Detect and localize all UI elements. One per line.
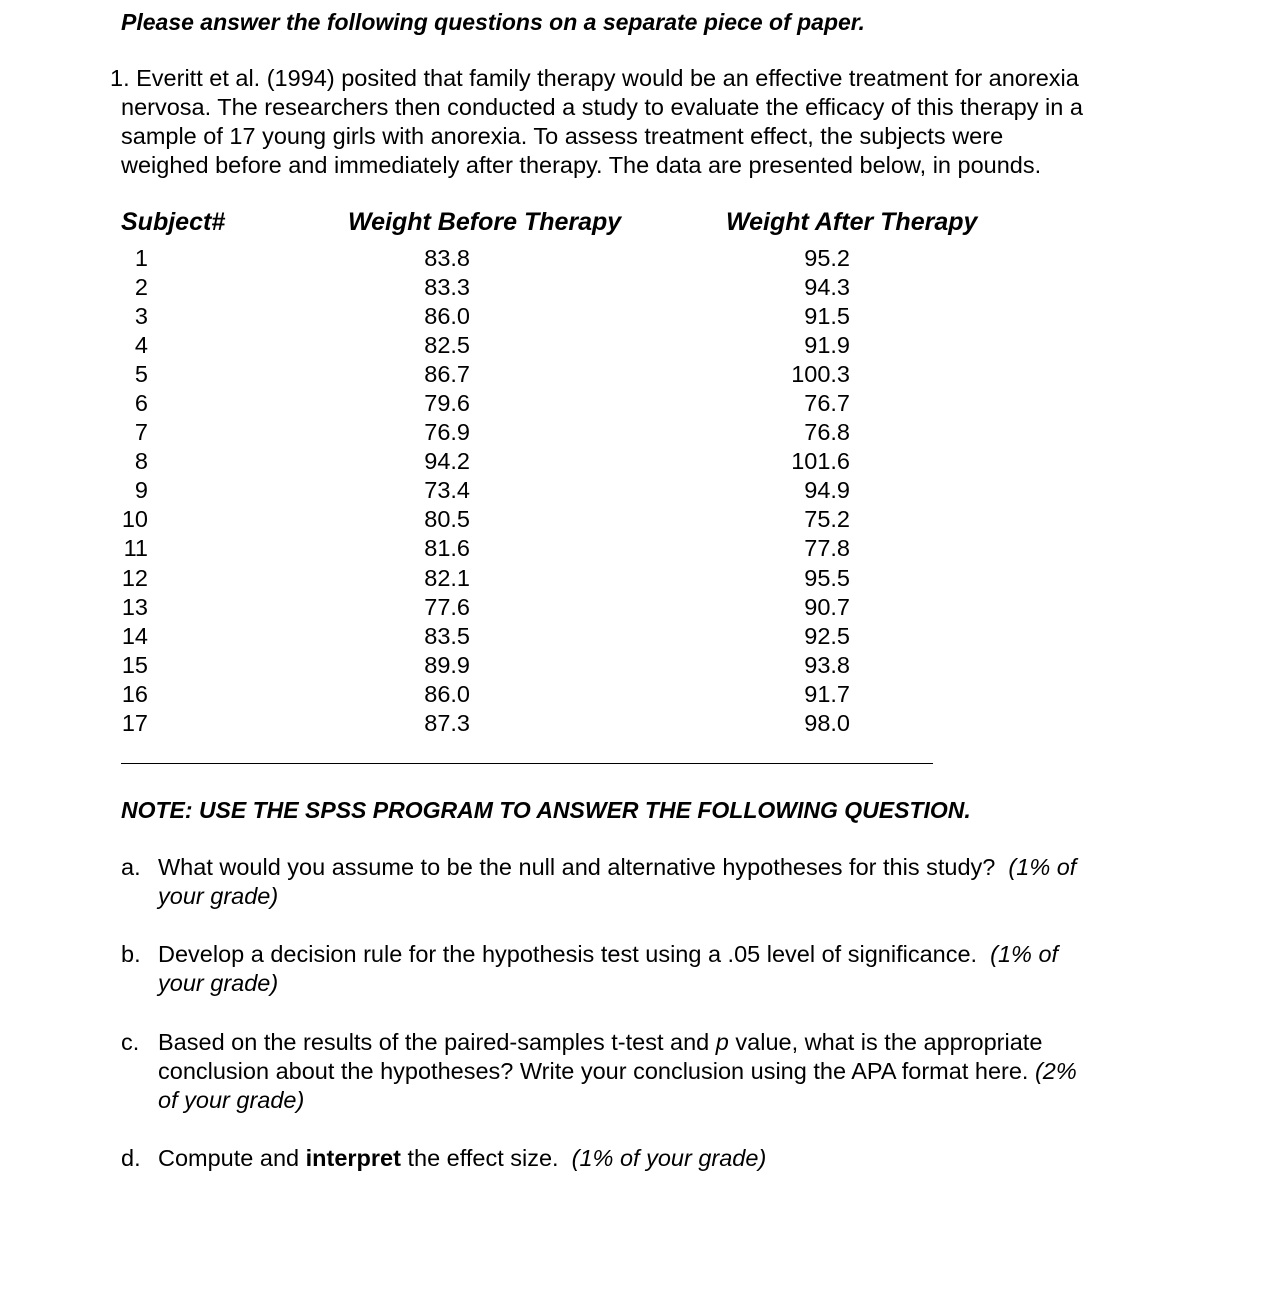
subject-cell: 10 <box>121 506 148 533</box>
item-letter: d. <box>121 1145 141 1171</box>
subject-cell: 15 <box>121 651 148 678</box>
subject-cell: 6 <box>134 390 148 417</box>
item-text: conclusion about the hypotheses? Write your conclusion using the APA format here. <box>158 1058 1029 1084</box>
question-line: nervosa. The researchers then conducted a study to evaluate the efficacy of this therapy in a <box>121 94 1083 120</box>
table-row <box>0 273 1284 302</box>
table-row <box>0 418 1284 447</box>
subject-cell: 13 <box>121 593 148 620</box>
subject-cell: 12 <box>121 564 148 591</box>
before-cell: 86.7 <box>424 361 470 388</box>
grade-text: your grade) <box>158 883 279 909</box>
before-cell: 83.8 <box>424 245 470 271</box>
subject-cell: 2 <box>134 274 148 301</box>
after-cell: 95.5 <box>804 564 850 591</box>
after-cell: 101.6 <box>791 448 850 475</box>
grade-text: your grade) <box>158 970 279 996</box>
subject-cell: 7 <box>134 419 148 446</box>
before-cell: 82.5 <box>424 332 470 359</box>
table-row <box>0 564 1284 593</box>
subject-cell: 14 <box>121 622 148 649</box>
after-cell: 91.9 <box>804 332 850 359</box>
item-text: Based on the results of the paired-samples t-test and <box>158 1029 710 1055</box>
header-subject: Subject# <box>121 208 226 236</box>
subject-cell: 9 <box>134 477 148 504</box>
grade-text: (2% <box>1034 1058 1077 1084</box>
before-cell: 86.0 <box>424 303 470 330</box>
subject-cell: 16 <box>121 680 148 707</box>
before-cell: 76.9 <box>424 419 470 446</box>
before-cell: 86.0 <box>424 680 470 707</box>
question-line: weighed before and immediately after therapy. The data are presented below, in pounds. <box>121 152 1042 178</box>
before-cell: 80.5 <box>424 506 470 533</box>
table-row <box>0 505 1284 534</box>
question-1 <box>110 64 1190 180</box>
before-cell: 73.4 <box>424 477 470 504</box>
table-row <box>0 389 1284 418</box>
table-row <box>0 447 1284 476</box>
grade-text: of your grade) <box>158 1087 305 1113</box>
item-text: value, what is the appropriate <box>735 1029 1043 1055</box>
before-cell: 81.6 <box>424 535 470 562</box>
before-cell: 77.6 <box>424 593 470 620</box>
table-row <box>0 331 1284 360</box>
question-a <box>121 853 1181 911</box>
after-cell: 77.8 <box>804 535 850 562</box>
after-cell: 91.5 <box>804 303 850 330</box>
item-letter: b. <box>121 941 141 967</box>
after-cell: 76.7 <box>804 390 850 417</box>
question-c <box>121 1028 1181 1115</box>
page-header: Please answer the following questions on a separate piece of paper. <box>121 9 865 35</box>
emphasis-text: interpret <box>305 1145 401 1171</box>
table-row <box>0 709 1284 738</box>
after-cell: 91.7 <box>804 680 850 707</box>
after-cell: 95.2 <box>804 245 850 271</box>
table-row <box>0 302 1284 331</box>
table-row <box>0 622 1284 651</box>
item-letter: c. <box>121 1029 140 1055</box>
header-weight-after: Weight After Therapy <box>726 208 978 236</box>
after-cell: 75.2 <box>804 506 850 533</box>
subject-cell: 11 <box>123 535 148 562</box>
before-cell: 82.1 <box>424 564 470 591</box>
grade-text: (1% of <box>1008 854 1077 880</box>
table-row <box>0 244 1284 273</box>
after-cell: 94.3 <box>804 274 850 301</box>
grade-text: (1% of your grade) <box>571 1145 767 1171</box>
after-cell: 92.5 <box>804 622 850 649</box>
before-cell: 83.5 <box>424 622 470 649</box>
item-text: the effect size. <box>407 1145 559 1171</box>
after-cell: 100.3 <box>791 361 850 388</box>
after-cell: 98.0 <box>804 709 850 736</box>
item-text: Develop a decision rule for the hypothesis test using a .05 level of significance. <box>158 941 978 967</box>
grade-text: (1% of <box>990 941 1059 967</box>
item-text: Compute and <box>158 1145 300 1171</box>
table-row <box>0 360 1284 389</box>
after-cell: 90.7 <box>804 593 850 620</box>
p-symbol: p <box>715 1029 729 1055</box>
subject-cell: 1 <box>134 245 148 271</box>
weight-table <box>0 244 1284 738</box>
before-cell: 87.3 <box>424 709 470 736</box>
before-cell: 83.3 <box>424 274 470 301</box>
table-row <box>0 593 1284 622</box>
subject-cell: 8 <box>134 448 148 475</box>
item-line <box>121 940 1181 969</box>
item-line <box>121 1028 1181 1057</box>
item-text: What would you assume to be the null and alternative hypotheses for this study? <box>158 854 996 880</box>
before-cell: 94.2 <box>424 448 470 475</box>
item-line <box>121 1057 1181 1086</box>
question-d <box>121 1144 1181 1173</box>
before-cell: 79.6 <box>424 390 470 417</box>
spss-note: NOTE: USE THE SPSS PROGRAM TO ANSWER THE FOLLOWING QUESTION. <box>121 797 971 823</box>
question-b <box>121 940 1181 998</box>
divider-rule <box>121 763 933 764</box>
table-row <box>0 680 1284 709</box>
after-cell: 93.8 <box>804 651 850 678</box>
after-cell: 94.9 <box>804 477 850 504</box>
table-row <box>0 476 1284 505</box>
item-line <box>121 853 1181 882</box>
item-letter: a. <box>121 854 141 880</box>
subject-cell: 3 <box>134 303 148 330</box>
header-weight-before: Weight Before Therapy <box>348 208 622 236</box>
item-line <box>121 1144 1181 1173</box>
question-line: 1. Everitt et al. (1994) posited that family therapy would be an effective treatment for anorexia <box>110 65 1079 91</box>
after-cell: 76.8 <box>804 419 850 446</box>
table-row <box>0 534 1284 563</box>
question-line: sample of 17 young girls with anorexia. To assess treatment effect, the subjects were <box>121 123 1004 149</box>
subject-cell: 4 <box>134 332 148 359</box>
before-cell: 89.9 <box>424 651 470 678</box>
table-row <box>0 651 1284 680</box>
subject-cell: 17 <box>121 709 148 736</box>
subject-cell: 5 <box>134 361 148 388</box>
